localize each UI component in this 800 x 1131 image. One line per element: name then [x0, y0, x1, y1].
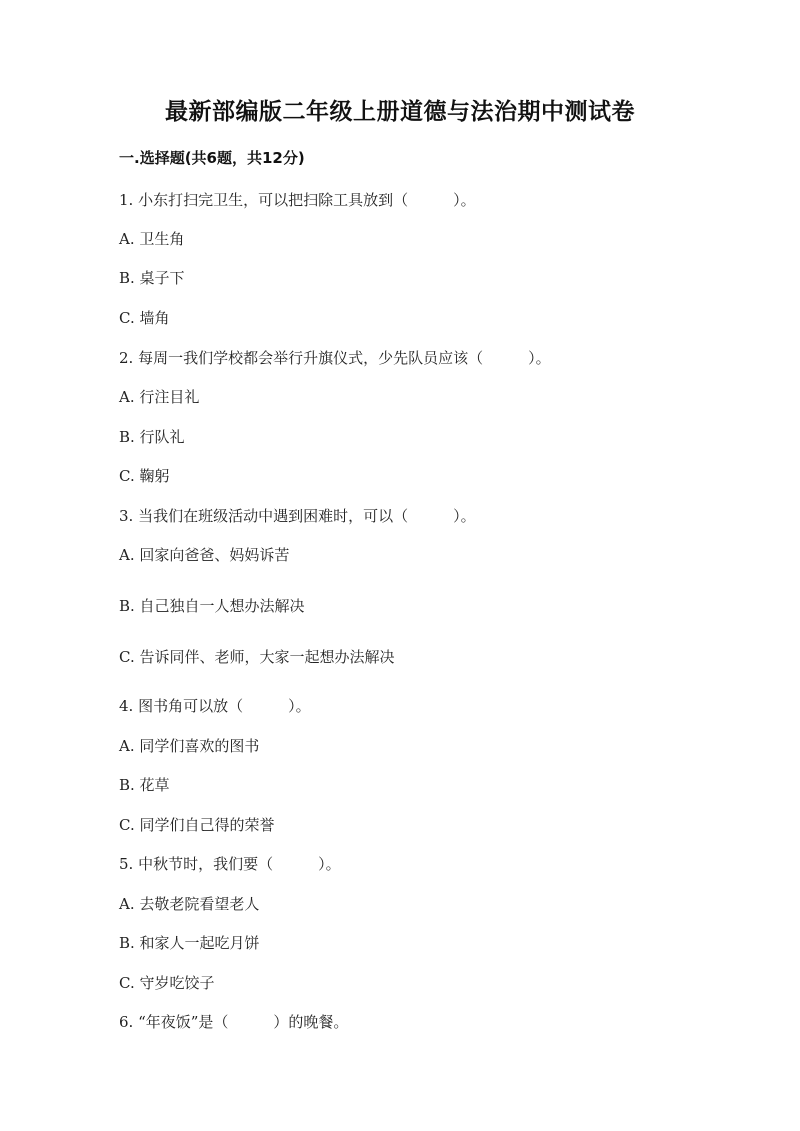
question-5-option-b: B. 和家人一起吃月饼	[119, 934, 260, 952]
question-1-option-b: B. 桌子下	[119, 269, 185, 287]
question-2-option-b: B. 行队礼	[119, 428, 185, 446]
question-5-stem: 5. 中秋节时，我们要（ ）。	[119, 855, 341, 873]
page-title: 最新部编版二年级上册道德与法治期中测试卷	[165, 99, 635, 125]
question-5-option-a: A. 去敬老院看望老人	[119, 895, 260, 913]
question-6-stem: 6. “年夜饭”是（ ）的晚餐。	[119, 1013, 349, 1031]
question-4-option-c: C. 同学们自己得的荣誉	[119, 816, 275, 834]
question-5-option-c: C. 守岁吃饺子	[119, 974, 215, 992]
question-4-option-a: A. 同学们喜欢的图书	[119, 737, 260, 755]
question-3-option-a: A. 回家向爸爸、妈妈诉苦	[119, 546, 290, 564]
question-4-stem: 4. 图书角可以放（ ）。	[119, 697, 311, 715]
question-1-option-c: C. 墙角	[119, 309, 170, 327]
question-3-option-b: B. 自己独自一人想办法解决	[119, 597, 305, 615]
question-4-option-b: B. 花草	[119, 776, 170, 794]
question-3-stem: 3. 当我们在班级活动中遇到困难时，可以（ ）。	[119, 507, 476, 525]
question-2-option-c: C. 鞠躬	[119, 467, 170, 485]
question-1-stem: 1. 小东打扫完卫生，可以把扫除工具放到（ ）。	[119, 191, 476, 209]
question-3-option-c: C. 告诉同伴、老师，大家一起想办法解决	[119, 648, 395, 666]
question-2-stem: 2. 每周一我们学校都会举行升旗仪式，少先队员应该（ ）。	[119, 349, 551, 367]
section-heading: 一.选择题(共6题，共12分)	[119, 149, 305, 167]
question-1-option-a: A. 卫生角	[119, 230, 185, 248]
question-2-option-a: A. 行注目礼	[119, 388, 200, 406]
